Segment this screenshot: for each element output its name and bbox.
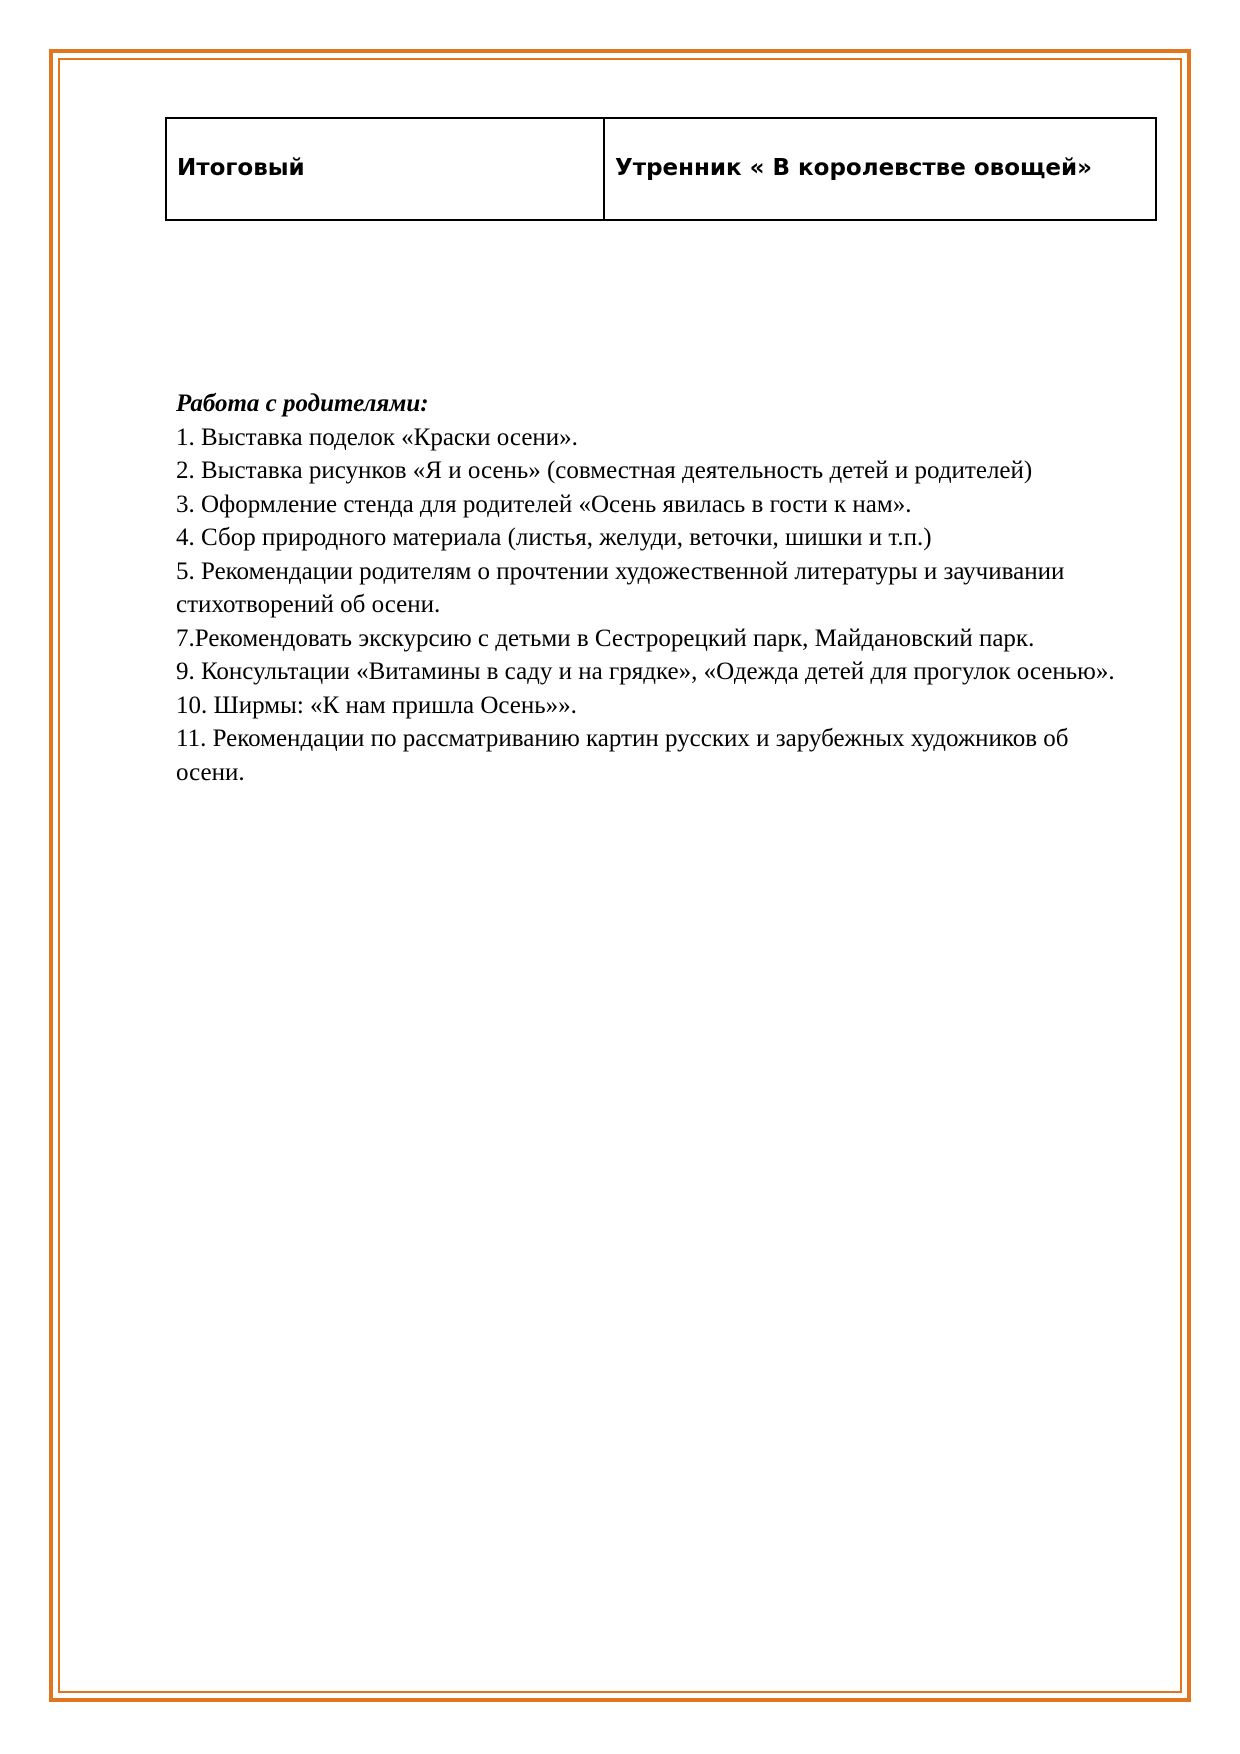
list-item: 10. Ширмы: «К нам пришла Осень»». xyxy=(176,691,577,719)
page-border-inner xyxy=(58,58,1182,1693)
list-item: 11. Рекомендации по рассматриванию картин русских и зарубежных художников об осени. xyxy=(176,725,1069,786)
list-item: 2. Выставка рисунков «Я и осень» (совместная деятельность детей и родителей) xyxy=(176,457,1033,484)
parents-work-list xyxy=(176,421,1136,790)
parents-work-section xyxy=(176,387,1136,789)
list-item: 5. Рекомендации родителям о прочтении художественной литературы и заучивании стихотворений об осени. xyxy=(176,557,1065,618)
summary-table xyxy=(165,117,1157,221)
table-cell-value: Утренник « В королевстве овощей» xyxy=(604,118,1156,220)
list-item: 4. Сбор природного материала (листья, желуди, веточки, шишки и т.п.) xyxy=(176,524,932,551)
section-heading: Работа с родителями: xyxy=(176,390,429,417)
list-item: 7.Рекомендовать экскурсию с детьми в Сестрорецкий парк, Майдановский парк. xyxy=(176,624,1035,652)
list-item: 1. Выставка поделок «Краски осени». xyxy=(176,423,578,451)
table-row xyxy=(166,118,1156,220)
list-item: 3. Оформление стенда для родителей «Осень явилась в гости к нам». xyxy=(176,490,912,518)
list-item: 9. Консультации «Витамины в саду и на грядке», «Одежда детей для прогулок осенью». xyxy=(176,658,1115,685)
table-cell-label: Итоговый xyxy=(166,118,604,220)
